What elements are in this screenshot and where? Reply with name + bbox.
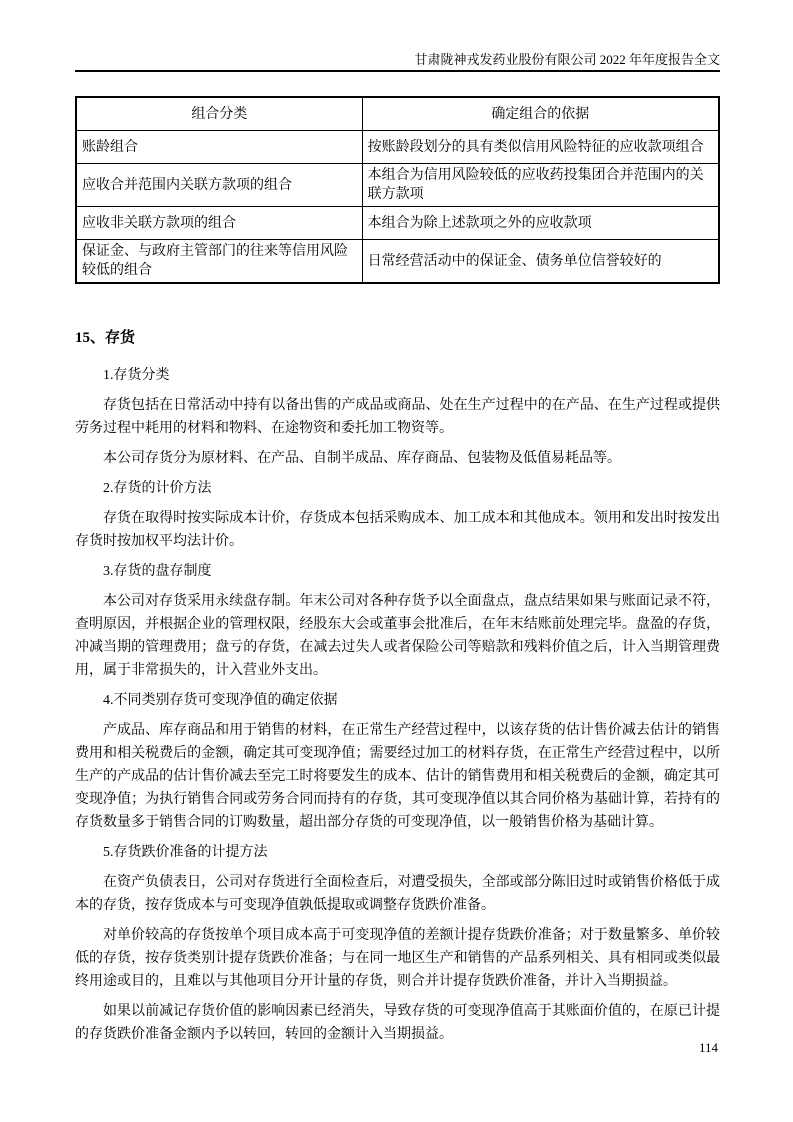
subsection-heading: 1.存货分类	[103, 368, 170, 383]
table-row	[76, 240, 719, 284]
subsection-heading: 2.存货的计价方法	[103, 481, 212, 496]
table-cell: 应收合并范围内关联方款项的组合	[76, 164, 362, 207]
table-row	[76, 131, 719, 164]
page-header	[75, 0, 720, 72]
report-title: 甘肃陇神戎发药业股份有限公司 2022 年年度报告全文	[75, 52, 720, 72]
table-row	[76, 207, 719, 240]
table-cell: 日常经营活动中的保证金、债务单位信誉较好的	[362, 240, 719, 284]
paragraph: 本公司存货分为原材料、在产品、自制半成品、库存商品、包装物及低值易耗品等。	[103, 451, 621, 466]
subsection-heading: 3.存货的盘存制度	[103, 564, 212, 579]
paragraph: 对单价较高的存货按单个项目成本高于可变现净值的差额计提存货跌价准备；对于数量繁多、单价较低的存货，按存货类别计提存货跌价准备；与在同一地区生产和销售的产品系列相关、具有相同或类似最终用途或目的，且难以与其他项目分开计量的存货，则合并计提存货跌价准备，并计入当期损益。	[75, 928, 720, 989]
paragraph: 本公司对存货采用永续盘存制。年末公司对各种存货予以全面盘点，盘点结果如果与账面记录不符，查明原因，并根据企业的管理权限，经股东大会或董事会批准后，在年末结账前处理完毕。盘盈的存货，冲减当期的管理费用；盘亏的存货，在减去过失人或者保险公司等赔款和残料价值之后，计入当期管理费用，属于非常损失的，计入营业外支出。	[75, 594, 720, 678]
table-header-cell-basis: 确定组合的依据	[362, 97, 719, 131]
paragraph: 存货包括在日常活动中持有以备出售的产成品或商品、处在生产过程中的在产品、在生产过程或提供劳务过程中耗用的材料和物料、在途物资和委托加工物资等。	[75, 398, 720, 436]
page-number: 114	[698, 1040, 718, 1055]
subsection-heading: 4.不同类别存货可变现净值的确定依据	[103, 693, 338, 708]
paragraph: 存货在取得时按实际成本计价，存货成本包括采购成本、加工成本和其他成本。领用和发出时按发出存货时按加权平均法计价。	[75, 511, 720, 549]
table-cell: 本组合为除上述款项之外的应收款项	[362, 207, 719, 240]
table-cell: 应收非关联方款项的组合	[76, 207, 362, 240]
paragraph: 产成品、库存商品和用于销售的材料，在正常生产经营过程中，以该存货的估计售价减去估计的销售费用和相关税费后的金额，确定其可变现净值；需要经过加工的材料存货，在正常生产经营过程中，以所生产的产成品的估计售价减去至完工时将要发生的成本、估计的销售费用和相关税费后的金额，确定其可变现净值；为执行销售合同或劳务合同而持有的存货，其可变现净值以其合同价格为基础计算，若持有的存货数量多于销售合同的订购数量，超出部分存货的可变现净值，以一般销售价格为基础计算。	[75, 723, 720, 830]
table-body	[76, 131, 719, 284]
table-cell: 账龄组合	[76, 131, 362, 164]
subsection-heading: 5.存货跌价准备的计提方法	[103, 845, 268, 860]
table-header-row	[76, 97, 719, 131]
receivables-combination-table	[75, 96, 720, 284]
paragraph: 在资产负债表日，公司对存货进行全面检查后，对遭受损失，全部或部分陈旧过时或销售价格低于成本的存货，按存货成本与可变现净值孰低提取或调整存货跌价准备。	[75, 875, 720, 913]
table-header-cell-classification: 组合分类	[76, 97, 362, 131]
table-cell: 本组合为信用风险较低的应收药投集团合并范围内的关联方款项	[362, 164, 719, 207]
section-heading: 15、存货	[75, 330, 136, 346]
section-body	[75, 364, 720, 1046]
paragraph: 如果以前减记存货价值的影响因素已经消失，导致存货的可变现净值高于其账面价值的，在原已计提的存货跌价准备金额内予以转回，转回的金额计入当期损益。	[75, 1004, 720, 1042]
table-cell: 保证金、与政府主管部门的往来等信用风险较低的组合	[76, 240, 362, 284]
table-cell: 按账龄段划分的具有类似信用风险特征的应收款项组合	[362, 131, 719, 164]
table-row	[76, 164, 719, 207]
